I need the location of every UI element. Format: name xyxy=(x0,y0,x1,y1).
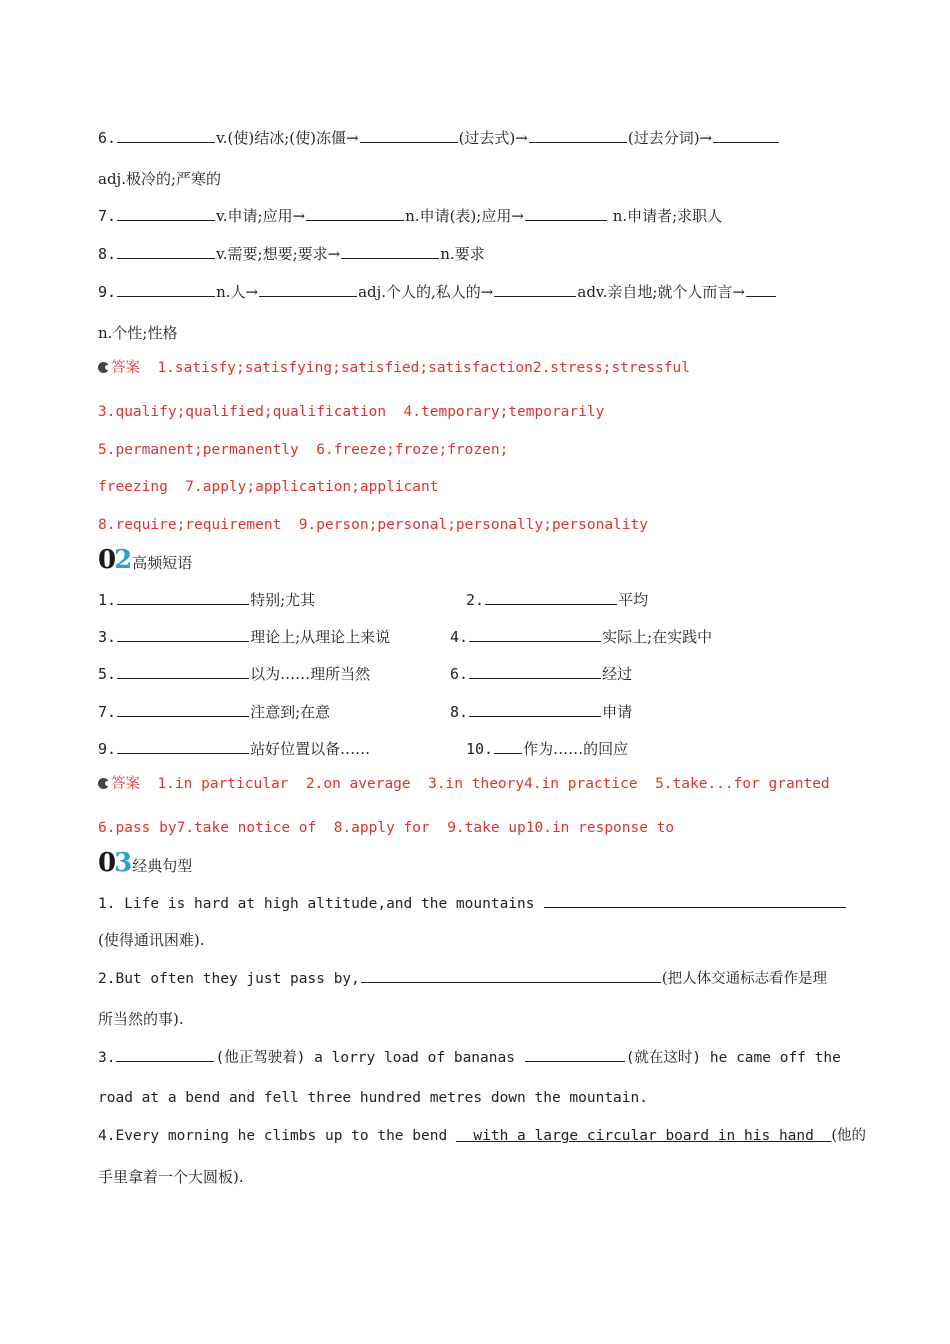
answer-line xyxy=(98,358,690,378)
answer-line xyxy=(98,774,830,794)
answer-text: 1.satisfy;satisfying;satisfied;satisfaction2.stress;stressful xyxy=(157,360,690,376)
phrase-item: 4. 实际上;在实践中 xyxy=(450,628,713,646)
answer-blank[interactable] xyxy=(117,590,249,605)
phrase-item: 9. 站好位置以备…… xyxy=(98,740,371,758)
answer-icon xyxy=(98,362,109,373)
answer-label: 答案 xyxy=(111,776,140,792)
sentence-1-cont xyxy=(98,930,204,950)
answer-blank[interactable] xyxy=(117,739,249,754)
answer-blank[interactable] xyxy=(485,590,617,605)
answer-blank[interactable] xyxy=(469,702,601,717)
item-number: 3. xyxy=(98,1050,116,1066)
vocab-item-9-cont xyxy=(98,323,177,343)
vocab-item-7 xyxy=(98,206,722,226)
phrase-item: 7. 注意到;在意 xyxy=(98,703,331,721)
answer-blank[interactable] xyxy=(117,282,215,297)
phrase-item: 5. 以为……理所当然 xyxy=(98,665,371,683)
answer-blank[interactable] xyxy=(494,739,522,754)
answer-icon xyxy=(98,778,109,789)
phrase-item: 2. 平均 xyxy=(466,591,649,609)
sentence-text: (就在这时) he came off the xyxy=(625,1050,841,1066)
item-text: n.要求 xyxy=(440,245,485,263)
answer-label: 答案 xyxy=(111,360,140,376)
answer-blank[interactable] xyxy=(746,282,776,297)
answer-blank[interactable] xyxy=(361,968,661,983)
item-text: n.人→ xyxy=(216,283,259,301)
filled-answer: with a large circular board in his hand xyxy=(455,1128,832,1144)
item-number: 6. xyxy=(98,129,117,147)
answer-blank[interactable] xyxy=(529,128,627,143)
answer-blank[interactable] xyxy=(469,627,601,642)
answer-blank[interactable] xyxy=(306,206,404,221)
item-text: v.申请;应用→ xyxy=(216,207,306,225)
sentence-text: 4.Every morning he climbs up to the bend xyxy=(98,1128,448,1144)
sentence-text: 所当然的事). xyxy=(98,1010,184,1028)
sentence-2-cont xyxy=(98,1009,184,1029)
section-heading-02 xyxy=(98,545,192,578)
answer-line xyxy=(98,440,508,460)
item-text: adv.亲自地;就个人而言→ xyxy=(577,283,746,301)
sentence-1 xyxy=(98,893,847,914)
answer-blank[interactable] xyxy=(259,282,357,297)
answer-blank[interactable] xyxy=(117,206,215,221)
phrase-item: 1. 特别;尤其 xyxy=(98,591,316,609)
item-text: n.个性;性格 xyxy=(98,324,178,342)
item-text: v.需要;想要;要求→ xyxy=(216,245,341,263)
sentence-text: 2.But often they just pass by, xyxy=(98,971,360,987)
item-number: 9. xyxy=(98,283,117,301)
answer-text: 3.qualify;qualified;qualification 4.temporary;temporarily xyxy=(98,404,605,420)
item-text: adj.个人的,私人的→ xyxy=(358,283,494,301)
vocab-item-6 xyxy=(98,128,780,148)
answer-blank[interactable] xyxy=(713,128,779,143)
vocab-item-9 xyxy=(98,282,777,302)
sentence-text: (把人体交通标志看作是理 xyxy=(661,971,828,987)
item-text: n.申请(表);应用→ xyxy=(405,207,524,225)
sentence-4-cont xyxy=(98,1167,244,1187)
section-number: 03 xyxy=(98,848,131,878)
sentence-3-cont xyxy=(98,1088,648,1108)
item-text: (过去分词)→ xyxy=(627,129,713,147)
sentence-text: (他正驾驶着) a lorry load of bananas xyxy=(215,1050,515,1066)
answer-blank[interactable] xyxy=(117,244,215,259)
section-number: 02 xyxy=(98,545,131,575)
section-heading-03 xyxy=(98,848,192,881)
answer-line xyxy=(98,818,674,838)
answer-blank[interactable] xyxy=(360,128,458,143)
answer-line xyxy=(98,477,438,497)
item-text: (过去式)→ xyxy=(458,129,528,147)
answer-text: 6.pass by7.take notice of 8.apply for 9.take up10.in response to xyxy=(98,820,675,836)
phrase-item: 3. 理论上;从理论上来说 xyxy=(98,628,391,646)
sentence-text: 手里拿着一个大圆板). xyxy=(98,1168,244,1186)
answer-blank[interactable] xyxy=(116,1047,214,1062)
answer-line xyxy=(98,402,604,422)
sentence-text: 1. Life is hard at high altitude,and the mountains xyxy=(98,896,535,912)
sentence-3 xyxy=(98,1047,841,1068)
answer-blank[interactable] xyxy=(525,206,607,221)
answer-text: 5.permanent;permanently 6.freeze;froze;frozen; xyxy=(98,442,509,458)
answer-text: 8.require;requirement 9.person;personal;personally;personality xyxy=(98,517,648,533)
phrase-item: 8. 申请 xyxy=(450,703,633,721)
answer-line xyxy=(98,515,648,535)
answer-text: freezing 7.apply;application;applicant xyxy=(98,479,439,495)
section-title: 高频短语 xyxy=(132,554,193,572)
sentence-text: (他的 xyxy=(831,1128,866,1144)
phrase-item: 6. 经过 xyxy=(450,665,633,683)
answer-blank[interactable] xyxy=(117,128,215,143)
item-number: 8. xyxy=(98,245,117,263)
answer-text: 1.in particular 2.on average 3.in theory4.in practice 5.take...for granted xyxy=(157,776,830,792)
sentence-4 xyxy=(98,1126,866,1146)
answer-blank[interactable] xyxy=(469,664,601,679)
item-text: adj.极冷的;严寒的 xyxy=(98,170,222,188)
item-text: n.申请者;求职人 xyxy=(612,207,723,225)
answer-blank[interactable] xyxy=(117,627,249,642)
answer-blank[interactable] xyxy=(544,893,846,908)
answer-blank[interactable] xyxy=(117,664,249,679)
vocab-item-6-cont xyxy=(98,169,221,189)
answer-blank[interactable] xyxy=(525,1047,625,1062)
sentence-2 xyxy=(98,968,827,989)
answer-blank[interactable] xyxy=(117,702,249,717)
item-number: 7. xyxy=(98,207,117,225)
sentence-text: road at a bend and fell three hundred metres down the mountain. xyxy=(98,1090,648,1106)
section-title: 经典句型 xyxy=(132,857,193,875)
sentence-text: (使得通讯困难). xyxy=(98,931,205,949)
answer-blank[interactable] xyxy=(341,244,439,259)
item-text: v.(使)结冰;(使)冻僵→ xyxy=(216,129,359,147)
vocab-item-8 xyxy=(98,244,485,264)
phrase-item: 10. 作为……的回应 xyxy=(466,740,629,758)
answer-blank[interactable] xyxy=(494,282,576,297)
